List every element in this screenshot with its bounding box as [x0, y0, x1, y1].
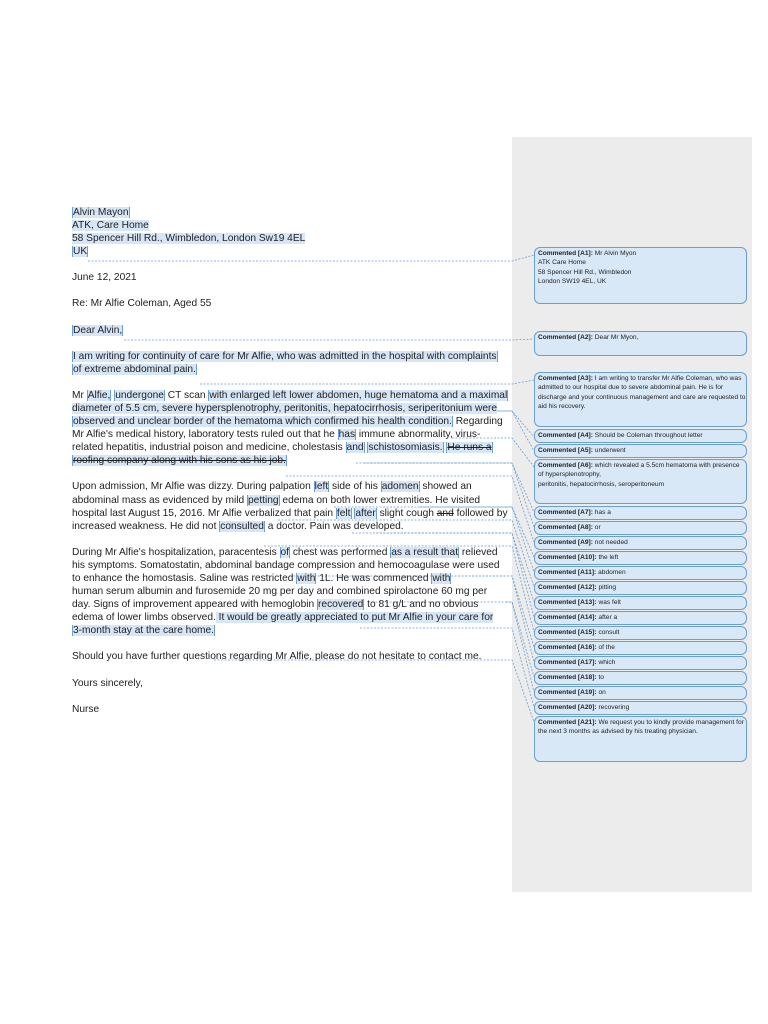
paragraph-line: related hepatitis, industrial poison and medicine, cholestasis and schistosomiasis. He runs a	[72, 442, 492, 454]
paragraph-line: his symptoms. Somatostatin, abdominal bandage compression and hemocoagulase were used	[72, 559, 500, 571]
paragraph-line: Upon admission, Mr Alfie was dizzy. During palpation left side of his adomen showed an	[72, 481, 472, 493]
paragraph-line: human serum albumin and furosemide 20 mg per day and combined spirolactone 60 mg per	[72, 586, 488, 598]
letter-date: June 12, 2021	[72, 272, 137, 284]
comment-a20[interactable]: Commented [A20]: recovering	[534, 701, 747, 715]
salutation: Dear Alvin,	[73, 324, 123, 336]
paragraph-line: During Mr Alfie's hospitalization, paracentesis of chest was performed as a result that relieved	[72, 546, 498, 558]
paragraph-line: Should you have further questions regarding Mr Alfie, please do not hesitate to contact me.	[72, 651, 482, 663]
paragraph-line: abdominal mass as evidenced by mild petting edema on both lower extremities. He visited	[72, 494, 481, 506]
paragraph-line: 3-month stay at the care home.	[73, 625, 214, 637]
closing: Yours sincerely,	[72, 677, 143, 689]
paragraph-line: day. Signs of improvement appeared with hemoglobin recovered to 81 g/L and no obvious	[72, 599, 479, 611]
paragraph-line: hospital last August 15, 2016. Mr Alfie verbalized that pain felt after slight cough and followed by	[72, 507, 508, 519]
address-line: Alvin Mayon	[73, 207, 129, 218]
paragraph-line: increased weakness. He did not consulted a doctor. Pain was developed.	[72, 520, 404, 532]
comment-a5[interactable]: Commented [A5]: underwent	[534, 444, 747, 458]
address-line: ATK, Care Home	[72, 220, 149, 232]
letter-body	[72, 206, 512, 716]
comment-a3[interactable]: Commented [A3]: I am writing to transfer Mr Alfie Coleman, who was admitted to our hospital due to severe abdominal pain. He is for discharge and your continuous management and care are requested to aid his recovery.	[534, 372, 747, 427]
paragraph-line: observed and unclear border of the hematoma which confirmed his health condition. Regarding	[73, 416, 503, 428]
address-line: 58 Spencer Hill Rd., Wimbledon, London Sw19 4EL	[72, 233, 306, 245]
comment-a2[interactable]: Commented [A2]: Dear Mr Myon,	[534, 331, 747, 356]
comment-a11[interactable]: Commented [A11]: abdomen	[534, 566, 747, 580]
comment-a6[interactable]: Commented [A6]: which revealed a 5.5cm hematoma with presence of hypersplenotrophy, peritonitis, hepatocirrhosis, seroperitoneum	[534, 459, 747, 504]
comment-a10[interactable]: Commented [A10]: the left	[534, 551, 747, 565]
comment-a8[interactable]: Commented [A8]: or	[534, 521, 747, 535]
paragraph-line: roofing company along with his sons as his job.	[73, 455, 286, 467]
comment-a15[interactable]: Commented [A15]: consult	[534, 626, 747, 640]
comment-a12[interactable]: Commented [A12]: pitting	[534, 581, 747, 595]
comment-a4[interactable]: Commented [A4]: Should be Coleman throughout letter	[534, 429, 747, 443]
paragraph-line: diameter of 5.5 cm, severe hypersplenotrophy, peritonitis, hepatocirrhosis, seriperitonium were	[72, 402, 498, 414]
comment-a14[interactable]: Commented [A14]: after a	[534, 611, 747, 625]
signature: Nurse	[72, 703, 100, 715]
paragraph-line: I am writing for continuity of care for Mr Alfie, who was admitted in the hospital with complaints	[73, 350, 497, 362]
paragraph-line: edema of lower limbs observed. It would be greatly appreciated to put Mr Alfie in your care for	[72, 612, 494, 624]
paragraph-line: of extreme abdominal pain.	[73, 363, 196, 375]
comment-a18[interactable]: Commented [A18]: to	[534, 671, 747, 685]
comment-a19[interactable]: Commented [A19]: on	[534, 686, 747, 700]
comment-a7[interactable]: Commented [A7]: has a	[534, 506, 747, 520]
paragraph-line: Mr Alfie's medical history, laboratory tests ruled out that he has immune abnormality, virus-	[72, 429, 481, 441]
comment-a9[interactable]: Commented [A9]: not needed	[534, 536, 747, 550]
comment-a21[interactable]: Commented [A21]: We request you to kindly provide management for the next 3 months as advised by his treating physician.	[534, 716, 747, 762]
comment-a16[interactable]: Commented [A16]: of the	[534, 641, 747, 655]
letter-subject: Re: Mr Alfie Coleman, Aged 55	[72, 298, 212, 310]
paragraph-line: Mr Alfie, undergone CT scan with enlarged left lower abdomen, huge hematoma and a maximal	[72, 389, 508, 401]
address-line: UK	[73, 246, 88, 258]
comment-a17[interactable]: Commented [A17]: which	[534, 656, 747, 670]
paragraph-line: to enhance the homostasis. Saline was restricted with 1L. He was commenced with	[72, 572, 451, 584]
comment-a1[interactable]: Commented [A1]: Mr Alvin Myon ATK Care Home 58 Spencer Hill Rd., Wimbledon London SW19 4EL, UK	[534, 247, 747, 304]
comment-a13[interactable]: Commented [A13]: was felt	[534, 596, 747, 610]
